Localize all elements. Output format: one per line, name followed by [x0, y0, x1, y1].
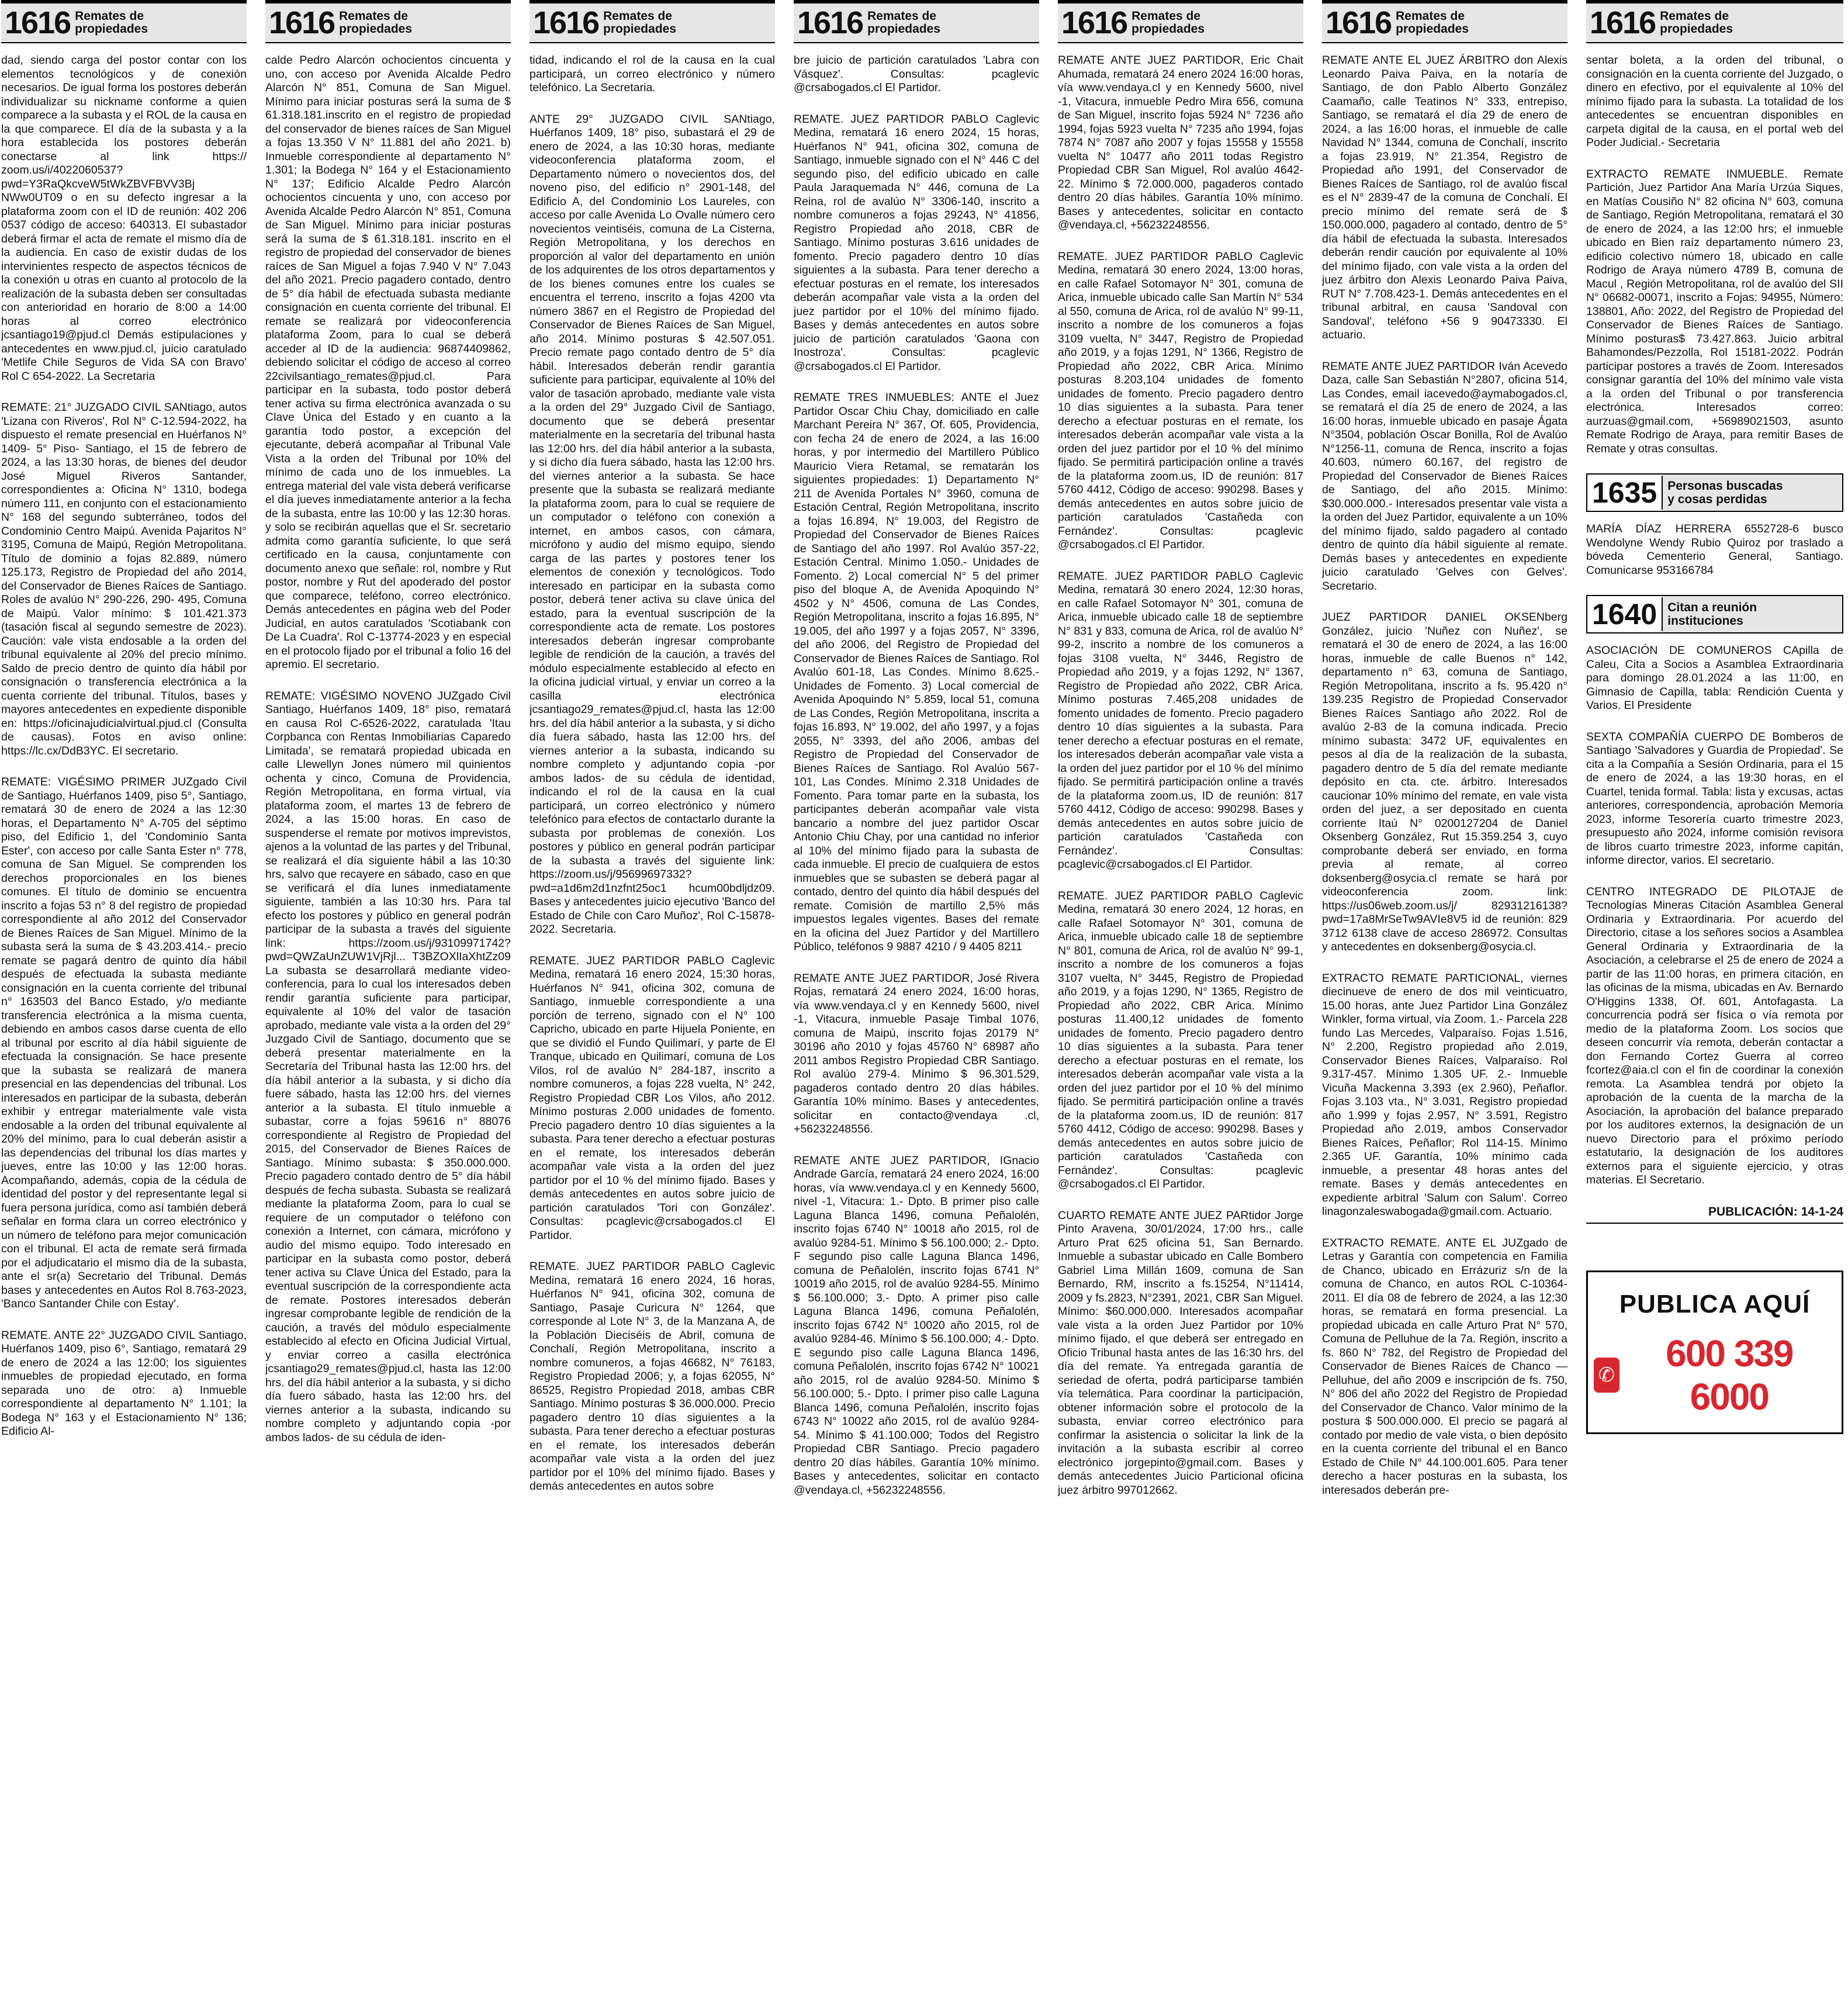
- classified-ad: [1586, 644, 1843, 713]
- column-header: [794, 0, 1039, 43]
- ad-text: REMATE. ANTE 22° JUZGADO CIVIL Santiago, Huérfanos 1409, piso 6°, Santiago, rematará 29 de enero de 2024 a las 12:00; los siguientes inmuebles de propiedad ejecutado, en forma separada uno de otro: a) Inmueble correspondiente al departamento N° 1.101; la Bodega N° 163 y el Estacionamiento N° 136; Edificio Al-: [1, 1328, 247, 1438]
- col2-body: [265, 43, 511, 1445]
- column-header: [1322, 0, 1567, 43]
- column-6: [1322, 0, 1567, 1994]
- section-title: Remates de propiedades: [603, 9, 677, 36]
- classified-ad: [794, 54, 1039, 95]
- classified-ad: [530, 54, 775, 95]
- section-title: Remates de propiedades: [1660, 9, 1733, 36]
- classified-ad: [1586, 522, 1843, 577]
- column-2: [265, 0, 511, 1994]
- ad-text: EXTRACTO REMATE INMUEBLE. Remate Partición, Juez Partidor Ana María Urzúa Siques, en Matías Cousiño N° 82 oficina N° 603, comuna de Santiago, Región Metropolitana, rematará el 30 de enero de 2024, a las 12:00 hrs; el inmueble ubicado en Bien raíz departamento número 23, edificio colectivo número 18, ubicado en calle Rodrigo de Araya número 4789 B, comuna de Macul , Región Metropolitana, rol de avalúo del SII N° 06682-00071, inscrito a Fojas: 94955, Número: 138801, Año: 2022, del Registro de Propiedad del Conservador de Bienes Raíces de Santiago. Mínimo posturas$ 73.427.863. Juicio arbitral Bahamondes/Pezzolla, Rol 15181-2022. Podrán participar postores a través de Zoom. Interesados consignar garantía del 10% del mínimo vale vista a la orden del Tribunal o por transferencia electrónica. Interesados correo: aurzuas@gmail.com, +56989021503, asunto Remate Rodrigo de Araya, para remitir Bases de Remate y otras consultas.: [1586, 167, 1843, 455]
- ad-text: EXTRACTO REMATE. ANTE EL JUZgado de Letras y Garantía con competencia en Familia de Chanco, ubicado en Errázuriz s/n de la comuna de Chanco, en autos ROL C-10364-2011. El día 08 de febrero de 2024, a las 12:30 horas, se rematará en forma presencial. La propiedad ubicada en calle Arturo Prat N° 570, Comuna de Pelluhue de la 7a. Región, inscrito a fs. 860 N° 782, del Registro de Propiedad del Conservador de Bienes Raíces de Chanco — Pelluhue, del año 2009 e inscripción de fs. 750, N° 806 del año 2022 del Registro de Propiedad del Conservador de Chanco. Valor mínimo de la postura $ 500.000.000. El precio se pagará al contado por medio de vale vista, o bien depósito en la cuenta corriente del tribunal el en Banco Estado de Chile N° 44.100.001.605. Para tener derecho a hacer posturas en la subasta, los interesados deberán pre-: [1322, 1236, 1567, 1497]
- classified-ad: [1322, 360, 1567, 594]
- ad-text: CUARTO REMATE ANTE JUEZ PARtidor Jorge Pinto Aravena, 30/01/2024, 17:00 hrs., calle Arturo Prat 625 oficina 51, San Bernardo. Inmueble a subastar ubicado en Calle Bombero Gabriel Lima Millán 1609, comuna de San Bernardo, RM, inscrito a fs.15254, N°11414, 2009 y fs.2823, N°2391, 2021, CBR San Miguel. Mínimo: $60.000.000. Interesados acompañar vale vista a la orden Juez Partidor por 10% mínimo fijado, el que deberá ser entregado en Oficio Tribunal hasta antes de las 16:30 hrs. del día del remate. Ya entregada garantía de seriedad de oferta, podrá participarse también vía telemática. Para coordinar la participación, obtener información sobre el protocolo de la subasta, enviar correo electrónico para confirmar la asistencia o solicitar la link de la invitación a la subasta escribir al correo electrónico jorgepinto@gmail.com. Bases y demás antecedentes Juicio Particional oficina juez árbitro 997012662.: [1058, 1209, 1303, 1497]
- ad-text: REMATE. JUEZ PARTIDOR PABLO Caglevic Medina, rematará 16 enero 2024, 16 horas, Huérfanos N° 941, oficina 302, comuna de Santiago, Pasaje Curicura N° 1264, que corresponde al Lote N° 3, de la Manzana A, de la Población Dieciséis de Abril, comuna de Conchalí, Región Metropolitana, inscrito a nombre comuneros, a fojas 46682, N° 76183, Registro Propiedad 2006; y, a fojas 62055, N° 86525, Registro Propiedad 2018, ambas CBR Santiago. Mínimo posturas $ 36.000.000. Precio pagadero dentro 10 días siguientes a la subasta. Para tener derecho a efectuar posturas en el remate, los interesados deberán acompañar vale vista a la orden del juez partidor por el 10% del mínimo fijado. Bases y demás antecedentes en autos sobre: [530, 1260, 775, 1493]
- category-label: Citan a reunión instituciones: [1663, 596, 1842, 632]
- col5-body: [1058, 43, 1303, 1497]
- promo-phone-number: 600 339 6000: [1666, 1332, 1793, 1418]
- column-4: [794, 0, 1039, 1994]
- classified-ad: [1, 401, 247, 758]
- promo-title: PUBLICA AQUÍ: [1619, 1289, 1811, 1318]
- classified-ad: [1322, 1237, 1567, 1498]
- section-title: Remates de propiedades: [867, 9, 941, 36]
- classified-ad: [794, 391, 1039, 954]
- section-number: 1616: [269, 5, 335, 40]
- col7-mid-ads: [1586, 522, 1843, 577]
- promo-phone[interactable]: [1594, 1332, 1836, 1418]
- classified-ad: [1058, 54, 1303, 233]
- ad-text: bre juicio de partición caratulados 'Labra con Vásquez'. Consultas: pcaglevic @crsabogados.cl El Partidor.: [794, 54, 1039, 94]
- classified-ad: [794, 113, 1039, 374]
- classified-ad: [1058, 570, 1303, 872]
- section-number: 1616: [533, 5, 599, 40]
- classified-ad: [1058, 1209, 1303, 1498]
- category-label: Personas buscadas y cosas perdidas: [1663, 475, 1842, 511]
- ad-text: REMATE: VIGÉSIMO PRIMER JUZgado Civil de Santiago, Huérfanos 1409, piso 5°, Santiago, rematará 30 de enero de 2024 a las 12:30 horas, el Departamento N° A-705 del séptimo piso, del Edificio 1, del 'Condominio Santa Ester', con acceso por calle Santa Ester n° 778, comuna de San Miguel. Se comprenden los derechos proporcionales en los bienes comunes. El título de dominio se encuentra inscrito a fojas 53 n° 8 del registro de propiedad correspondiente al año 2012 del Conservador de Bienes Raíces de San Miguel. Mínimo de la subasta será la suma de $ 43.203.414.- precio remate se pagará dentro de quinto día hábil después de efectuada la subasta mediante consignación en la cuenta corriente del tribunal n° 163503 del Banco Estado, y/o mediante transferencia electrónica a la misma cuenta, debiendo en ambos casos darse cuenta de ello al tribunal por escrito al día hábil siguiente de efectuada la consignación. Se hace presente que la subasta se realizará de manera presencial en las dependencias del tribunal. Los interesados en participar de la subasta, deberán exhibir y entregar materialmente vale vista endosable a la orden del tribunal equivalente al 20% del mínimo, para lo cual deberán asistir a las dependencias del tribunal los días martes y jueves, entre las 10:00 y las 12:00 horas. Acompañando, además, copia de la cédula de identidad del postor y del representante legal si fuera persona jurídica, como así también deberá señalar en forma clara un correo electrónico y un número de teléfono para mejor comunicación con el tribunal. El acta de remate será firmada por el adjudicatario el mismo día de la subasta, ante el sr(a) Secretario del Tribunal. Demás bases y antecedentes en Autos Rol 8.763-2023, 'Banco Santander Chile con Estay'.: [1, 776, 247, 1310]
- ad-text: REMATE ANTE JUEZ PARTIDOR, Eric Chait Ahumada, rematará 24 enero 2024 16:00 horas, vía www.vendaya.cl y en Kennedy 5600, nivel -1, Vitacura, inmueble Pedro Mira 656, comuna de San Miguel, inscrito fojas 5924 N° 7236 año 1994, fojas 5923 vuelta N° 7235 año 1994, fojas 7874 N° 7087 año 2007 y fojas 15558 y 15558 vuelta N° 10477 año 2011 todas Registro Propiedad CBR San Miguel, Rol avalúo 4642-22. Mínimo $ 72.000.000, pagaderos contado dentro 20 días hábiles. Garantía 10% mínimo. Bases y antecedentes, solicitar en contacto @vendaya.cl, +56232248556.: [1058, 54, 1303, 231]
- classified-ad: [1, 1329, 247, 1439]
- column-3: [530, 0, 775, 1994]
- section-title: Remates de propiedades: [1396, 9, 1469, 36]
- classified-ad: [1322, 972, 1567, 1219]
- ad-text: REMATE: 21° JUZGADO CIVIL SANtiago, autos 'Lizana con Riveros', Rol N° C-12.594-2022, ha dispuesto el remate presencial en Huérfanos N° 1409- 5° Piso- Santiago, el 15 de febrero de 2024, a las 13:30 horas, de bienes del deudor José Miguel Riveros Santander, correspondientes a: Oficina N° 1310, bodega número 111, en conjunto con el estacionamiento N° 168 del segundo subterráneo, todos del Condominio Centro Maipú. Avenida Pajaritos N° 3195, Comuna de Maipú, Región Metropolitana. Título de dominio a fojas 82.889, número 125.173, Registro de Propiedad del año 2014, del Conservador de Bienes Raíces de Santiago. Roles de avalúo N° 290-226, 290- 495, Comuna de Maipú. Valor mínimo: $ 101.421.373 (tasación fiscal al segundo semestre de 2023). Caución: vale vista endosable a la orden del tribunal equivalente al 20% del precio mínimo. Saldo de precio dentro de quinto día hábil por consignación o transferencia electrónica a la cuenta corriente del tribunal. Títulos, bases y mayores antecedentes en expediente disponible en: https://oficinajudicialvirtual.pjud.cl (Consulta de causas). Fotos en aviso online: https://lc.cx/DdB3YC. El secretario.: [1, 401, 247, 757]
- section-title: Remates de propiedades: [1131, 9, 1205, 36]
- classified-ad: [1586, 885, 1843, 1188]
- ad-text: REMATE. JUEZ PARTIDOR PABLO Caglevic Medina, rematará 16 enero 2024, 15 horas, Huérfanos N° 941, oficina 302, comuna de Santiago, inmueble signado con el N° 446 C del segundo piso, del edificio ubicado en calle Paula Jaraquemada N° 446, comuna de La Reina, rol de avalúo N° 3306-140, inscrito a nombre comuneros a fojas 29243, N° 41856, Registro Propiedad año 2018, CBR de Santiago. Mínimo posturas 3.616 unidades de fomento. Precio pagadero dentro 10 días siguientes a la subasta. Para tener derecho a efectuar posturas en el remate, los interesados deberán acompañar vale vista a la orden del juez partidor por el 10% del mínimo fijado. Bases y demás antecedentes en autos sobre juicio de partición caratulados 'Gaona con Inostroza'. Consultas: pcaglevic @crsabogados.cl El Partidor.: [794, 112, 1039, 373]
- publication-date: PUBLICACIÓN: 14-1-24: [1586, 1205, 1843, 1224]
- column-header: [1586, 0, 1843, 43]
- col7-top-ads: [1586, 54, 1843, 456]
- classified-ad: [1058, 250, 1303, 552]
- column-header: [530, 0, 775, 43]
- phone-icon: ✆: [1594, 1358, 1619, 1393]
- ad-text: REMATE ANTE JUEZ PARTIDOR, IGnacio Andrade García, rematará 24 enero 2024, 16:00 horas, vía www.vendaya.cl y en Kennedy 5600, nivel -1, Vitacura: 1.- Dpto. B primer piso calle Laguna Blanca 1496, comuna Peñalolén, inscrito fojas 6740 N° 10018 año 2015, rol de avalúo 9284-51. Mínimo $ 56.100.000; 2.- Dpto. F segundo piso calle Laguna Blanca 1496, comuna de Peñalolén, inscrito fojas 6741 N° 10019 año 2015, rol de avalúo 9284-55. Mínimo $ 56.100.000; 3.- Dpto. A primer piso calle Laguna Blanca 1496, comuna Peñalolén, inscrito fojas 6742 N° 10020 año 2015, rol de avalúo 9284-46. Mínimo $ 56.100.000; 4.- Dpto. E segundo piso calle Laguna Blanca 1496, comuna Peñalolén, inscrito fojas 6742 N° 10021 año 2015, rol de avalúo 9284-50. Mínimo $ 56.100.000; 5.- Dpto. I primer piso calle Laguna Blanca 1496, comuna Peñalolén, inscrito fojas 6743 N° 10022 año 2015, rol de avalúo 9284-54. Mínimo $ 41.100.000; Todos del Registro Propiedad CBR Santiago. Precio pagadero dentro 20 días hábiles. Garantía 10% mínimo. Bases y antecedentes, solicitar en contacto @vendaya.cl, +56232248556.: [794, 1154, 1039, 1497]
- col1-body: [1, 43, 247, 1439]
- ad-text: REMATE. JUEZ PARTIDOR PABLO Caglevic Medina, rematará 30 enero 2024, 13:00 horas, en calle Rafael Sotomayor N° 301, comuna de Arica, inmueble ubicado calle San Martín N° 534 al 550, comuna de Arica, rol de avalúo N° 99-11, inscrito a nombre de los comuneros a fojas 3109 vuelta, N° 3447, Registro de Propiedad año 2019, y a fojas 1291, N° 1366, Registro de Propiedad año 2022, CBR Arica. Mínimo posturas 8.203,104 unidades de fomento unidades de fomento. Precio pagadero dentro 10 días siguientes a la subasta. Para tener derecho a efectuar posturas en el remate, los interesados deberán acompañar vale vista a la orden del juez partidor por el 10 % del mínimo fijado. Se permitirá participación online a través de la plataforma zoom.us, ID de reunión: 817 5760 4412, Código de acceso: 990298. Bases y demás antecedentes en autos sobre juicio de partición caratulados 'Castañeda con Fernández'. Consultas: pcaglevic @crsabogados.cl El Partidor.: [1058, 250, 1303, 551]
- classified-ad: [1586, 731, 1843, 868]
- section-number: 1616: [797, 5, 863, 40]
- ad-text: MARÍA DÍAZ HERRERA 6552728-6 busco Wendolyne Wendy Rubio Quiroz por traslado a bóveda Cementerio General, Santiago. Comunicarse 953166784: [1586, 522, 1843, 577]
- classified-ad: [1322, 54, 1567, 342]
- ad-text: dad, siendo carga del postor contar con los elementos tecnológicos y de conexión necesarios. De igual forma los postores deberán individualizar su nickname conforme a quien comparece a la subasta y el ROL de la causa en la que comparece. El día de la subasta y a la hora establecida los postores deberán conectarse al link https:// zoom.us/i/4022060537? pwd=Y3RaQkcveW5tWkZBVFBVV3Bj NWw0UT09 o en su defecto ingresar a la plataforma zoom con el ID de reunión: 402 206 0537 código de acceso: 640313. El subastador deberá firmar el acta de remate el mismo día de la audiencia. En caso de existir dudas de los intervinientes respecto de aspectos técnicos de la conexión u otras en cuanto al protocolo de la realización de la subasta deben ser consultadas con anterioridad en horario de 8:00 a 14:00 horas al correo electrónico jcsantiago19@pjud.cl Demás estipulaciones y antecedentes en www.pjud.cl, juicio caratulado 'Metlife Chile Seguros de Vida SA con Bravo' Rol C 654-2022. La Secretaria: [1, 54, 247, 383]
- col3-body: [530, 43, 775, 1494]
- section-title: Remates de propiedades: [75, 9, 148, 36]
- category-1640: [1586, 595, 1843, 633]
- ad-text: sentar boleta, a la orden del tribunal, o consignación en la cuenta corriente del Juzgado, o dinero en efectivo, por el equivalente al 10% del mínimo fijado para la subasta. La totalidad de los antecedentes se encuentran disponibles en carpeta digital de la causa, en el portal web del Poder Judicial.- Secretaria: [1586, 54, 1843, 149]
- section-number: 1616: [5, 5, 71, 40]
- ad-text: REMATE ANTE EL JUEZ ÁRBITRO don Alexis Leonardo Paiva Paiva, en la notaría de Santiago, de don Pablo Alberto González Caamaño, calle Teatinos N° 333, entrepiso, Santiago, se rematará el día 29 de enero de 2024, a las 16:00 horas, el inmueble de calle Navidad N° 1344, comuna de Conchalí, inscrito a fojas 23.919, N° 21.354, Registro de Propiedad año 1991, del Conservador de Bienes Raíces de Santiago, rol de avalúo fiscal es el N° 2839-47 de la comuna de Conchalí. El precio mínimo del remate será de $ 150.000.000, pagadero al contado, dentro de 5° día hábil de efectuada la subasta. Interesados deberán rendir caución por equivalente al 10% del mínimo fijado, con vale vista a la orden del juez árbitro don Alexis Leonardo Paiva Paiva, RUT N° 7.708.423-1. Demás antecedentes en el tribunal arbitral, en causa 'Sandoval con Sandoval', teléfono +56 9 90473330. El actuario.: [1322, 54, 1567, 341]
- classified-ad: [794, 972, 1039, 1137]
- ad-text: REMATE. JUEZ PARTIDOR PABLO Caglevic Medina, rematará 30 enero 2024, 12:30 horas, en calle Rafael Sotomayor N° 301, comuna de Arica, inmueble ubicado calle 18 de septiembre N° 831 y 833, comuna de Arica, rol de avalúo N° 99-2, inscrito a nombre de los comuneros a fojas 3108 vuelta, N° 3446, Registro de Propiedad año 2019, y a fojas 1292, N° 1367, Registro de Propiedad año 2022, CBR Arica. Mínimo posturas 7.465,208 unidades de fomento unidades de fomento. Precio pagadero dentro 10 días siguientes a la subasta. Para tener derecho a efectuar posturas en el remate, los interesados deberán acompañar vale vista a la orden del juez partidor por el 10 % del mínimo fijado. Se permitirá participación online a través de la plataforma zoom.us, ID de reunión: 817 5760 4412, Código de acceso: 990298. Bases y demás antecedentes en autos sobre juicio de partición caratulados 'Castañeda con Fernández'. Consultas: pcaglevic@crsabogados.cl El Partidor.: [1058, 569, 1303, 871]
- ad-text: tidad, indicando el rol de la causa en la cual participará, un correo electrónico y número telefónico. La Secretaria.: [530, 54, 775, 94]
- classified-ad: [1586, 54, 1843, 150]
- category-number: 1640: [1587, 597, 1663, 631]
- classified-ad: [530, 954, 775, 1243]
- ad-text: calde Pedro Alarcón ochocientos cincuenta y uno, con acceso por Avenida Alcalde Pedro Alarcón N° 851, Comuna de San Miguel. Mínimo para iniciar posturas será la suma de $ 61.318.181.inscrito en el registro de propiedad del conservador de bienes raíces de San Miguel a fojas 13.350 V N° 11.881 del año 2021. b) Inmueble correspondiente al departamento N° 1.301; la Bodega N° 164 y el Estacionamiento N° 137; Edificio Alcalde Pedro Alarcón ochocientos cincuenta y uno, con acceso por Avenida Alcalde Pedro Alarcón N° 851, Comuna de San Miguel. Mínimo para iniciar posturas será la suma de $ 61.318.181. inscrito en el registro de propiedad del conservador de bienes raíces de San Miguel a fojas 7.940 V N° 7.043 del año 2021. Precio pagadero contado, dentro de 5° día hábil de efectuada subasta mediante consignación en cuenta corriente del tribunal. El remate se realizará por videoconferencia plataforma Zoom, para lo cual se deberá acceder al ID de la audiencia: 96874409862, debiendo solicitar el código de acceso al correo 22civilsantiago_remates@pjud.cl. Para participar en la subasta, todo postor deberá tener activa su firma electrónica avanzada o su Clave Única del Estado y en cuanto a la garantía todo postor, a excepción del ejecutante, deberá acompañar al Tribunal Vale Vista a la orden del Tribunal por 10% del mínimo de cada uno de los inmuebles. La entrega material del vale vista deberá verificarse el día jueves inmediatamente anterior a la fecha de la subasta, entre las 10:00 y las 12:30 horas. y solo se recibirán aquellas que el Sr. secretario admita como garantía suficiente, lo que será certificado en la causa, conjuntamente con documento anexo que señale: rol, nombre y Rut postor, nombre y Rut del apoderado del postor que comparece, teléfono, correo electrónico. Demás antecedentes en página web del Poder Judicial, en autos caratulados 'Scotiabank con De La Cuadra'. Rol C-13774-2023 y en especial en el protocolo fijado por el tribunal a folio 16 del apremio. El secretario.: [265, 54, 511, 671]
- column-7: [1586, 0, 1843, 1994]
- section-title: Remates de propiedades: [339, 9, 413, 36]
- ad-text: EXTRACTO REMATE PARTICIONAL, viernes diecinueve de enero de dos mil veinticuatro, 15.00 horas, ante Juez Partidor Lina González Winkler, forma virtual, vía Zoom. 1.- Parcela 228 fundo Las Mercedes, Valparaíso. Fojas 1.516, N° 2.200, Registro propiedad año 2.019, Conservador Bienes Raíces, Valparaíso. Rol 9.317-457. Mínimo 1.305 UF. 2.- Inmueble Vicuña Mackenna 3.393 (ex 2.960), Peñaflor. Fojas 3.103 vta., N° 3.031, Registro propiedad año 1.999 y fojas 2.957, N° 3.591, Registro Propiedad año 2.019, ambos Conservador Bienes Raíces, Peñaflor; Rol 114-15. Mínimo 2.365 UF. Garantía, 10% mínimo cada inmueble, a presentar 48 horas antes del remate. Bases y demás antecedentes en expediente arbitral 'Salum con Salum'. Correo linagonzaleswabogada@gmail.com. Actuario.: [1322, 971, 1567, 1218]
- publish-here-promo[interactable]: [1586, 1271, 1843, 1434]
- col7-body: [1586, 43, 1843, 1434]
- classified-ad: [1322, 611, 1567, 954]
- classified-ad: [1, 54, 247, 383]
- classified-ad: [794, 1154, 1039, 1498]
- column-header: [1, 0, 247, 43]
- ad-text: REMATE. JUEZ PARTIDOR PABLO Caglevic Medina, rematará 16 enero 2024, 15:30 horas, Huérfanos N° 941, oficina 302, comuna de Santiago, inmueble correspondiente a una porción de terreno, signado con el N° 100 Capricho, ubicado en parte Hijuela Poniente, en que se dividió el Fundo Quilimarí, y parte de El Tranque, ubicado en Quilimarí, comuna de Los Vilos, rol de avalúo N° 284-187, inscrito a nombre comuneros, a fojas 228 vuelta, N° 242, Registro Propiedad CBR Los Vilos, año 2012. Mínimo posturas 2.000 unidades de fomento. Precio pagadero dentro 10 días siguientes a la subasta. Para tener derecho a efectuar posturas en el remate, los interesados deberán acompañar vale vista a la orden del juez partidor por el 10 % del mínimo fijado. Bases y demás antecedentes en autos sobre juicio de partición caratulados 'Tori con González'. Consultas: pcaglevic@crsabogados.cl El Partidor.: [530, 954, 775, 1242]
- classified-ad: [530, 1260, 775, 1494]
- classified-ad: [1586, 168, 1843, 456]
- col4-body: [794, 43, 1039, 1497]
- ad-text: CENTRO INTEGRADO DE PILOTAJE de Tecnologías Mineras Citación Asamblea General Ordinaria y Extraordinaria. Por acuerdo del Directorio, citase a los señores socios a Asamblea General Ordinaria y Extraordinaria de la Asociación, a celebrarse el 25 de enero de 2024 a partir de las 11:00 horas, en primera citación, en las oficinas de la misma, ubicadas en Av. Bernardo O'Higgins 1338, Of. 601, Antofagasta. La concurrencia podrá ser física o vía remota por medio de la plataforma Zoom. Los socios que deseen concurrir vía remota, deberán contactar a don Fernando Cortez Guerra al correo fcortez@aia.cl con el fin de coordinar la conexión remota. La Asamblea tendrá por objeto la aprobación de la cuenta de la marcha de la Asociación, la aprobación del balance preparado por los auditores externos, la designación de un nuevo Directorio para el próximo período estatutario, la designación de los auditores externos para el siguiente ejercicio, y otras materias. El Secretario.: [1586, 885, 1843, 1186]
- classified-ad: [1058, 889, 1303, 1192]
- ad-text: REMATE. JUEZ PARTIDOR PABLO Caglevic Medina, rematará 30 enero 2024, 12 horas, en calle Rafael Sotomayor N° 301, comuna de Arica, inmueble ubicado calle 18 de septiembre N° 801, comuna de Arica, rol de avalúo N° 99-1, inscrito a nombre de los comuneros a fojas 3107 vuelta, N° 3445, Registro de Propiedad año 2019, y a fojas 1290, N° 1365, Registro de Propiedad año 2022, CBR Arica. Mínimo posturas 11.400,12 unidades de fomento unidades de fomento. Precio pagadero dentro 10 días siguientes a la subasta. Para tener derecho a efectuar posturas en el remate, los interesados deberán acompañar vale vista a la orden del juez partidor por el 10 % del mínimo fijado. Se permitirá participación online a través de la plataforma zoom.us, ID de reunión: 817 5760 4412, Código de acceso: 990298. Bases y demás antecedentes en autos sobre juicio de partición caratulados 'Castañeda con Fernández'. Consultas: pcaglevic @crsabogados.cl El Partidor.: [1058, 889, 1303, 1190]
- section-number: 1616: [1326, 5, 1392, 40]
- classified-ad: [1, 776, 247, 1311]
- category-1635: [1586, 473, 1843, 512]
- classified-ad: [265, 54, 511, 672]
- col7-bottom-ads: [1586, 644, 1843, 1188]
- ad-text: SEXTA COMPAÑÍA CUERPO DE Bomberos de Santiago 'Salvadores y Guardia de Propiedad'. Se cita a la Compañía a Sesión Ordinaria, para el 15 de enero de 2024, a las 19:30 horas, en el Cuartel, tenida formal. Tabla: lista y excusas, actas anteriores, correspondencia, aprobación Memoria 2023, informe Tesorería cuarto trimestre 2023, presupuesto año 2024, informe comisión revisora de libros cuarto trimestre 2023, informe capitán, informe director, varios. El secretario.: [1586, 730, 1843, 867]
- column-5: [1058, 0, 1303, 1994]
- ad-text: REMATE TRES INMUEBLES: ANTE el Juez Partidor Oscar Chiu Chay, domiciliado en calle Marchant Pereira N° 367, Of. 605, Providencia, con fecha 24 de enero de 2024, a las 16:00 horas, y por intermedio del Martillero Público Mauricio Viera Retamal, se rematarán los siguientes propiedades: 1) Departamento N° 211 de Avenida Portales N° 3960, comuna de Estación Central, Región Metropolitana, inscrito a fojas 16.894, N° 19.003, del Registro de Propiedad del Conservador de Bienes Raíces de Santiago del año 1997. Rol Avalúo 357-22, Estación Central. Mínimo 1.050.- Unidades de Fomento. 2) Local comercial N° 5 del primer piso del bloque A, de Avenida Apoquindo N° 4502 y N° 4506, comuna de Las Condes, Región Metropolitana, inscrito a fojas 16.895, N° 19.005, del año 1997 y a fojas 2057, N° 3396, del año 2006, del Registro de Propiedad del Conservador de Bienes Raíces de Santiago. Rol Avalúo 601-18, Las Condes. Mínimo 8.625.- Unidades de Fomento. 3) Local comercial de Avenida Apoquindo N° 5.859, local 51, comuna de Las Condes, Región Metropolitana, inscrita a fojas 16.893, N° 19.002, del año 1997, y a fojas 2055, N° 3393, del año 2006, ambas del Registro de Propiedad del Conservador de Bienes Raíces de Santiago. Rol Avalúo 567-101, Las Condes. Mínimo 2.318 Unidades de Fomento. Para tomar parte en la subasta, los participantes deberán acompañar vale vista bancario a nombre del juez partidor Oscar Antonio Chiu Chay, por una cantidad no inferior al 10% del mínimo fijado para la subasta de cada inmueble. El precio de cualquiera de estos inmuebles que se subasten se deberá pagar al contado, dentro del quinto día hábil después del remate. Comisión de martillo 2,5% más impuestos legales vigentes. Bases del remate en la oficina del Juez Partidor y del Martillero Público, teléfonos 9 9887 4210 / 9 4405 8211: [794, 391, 1039, 953]
- section-number: 1616: [1590, 5, 1656, 40]
- column-1: [1, 0, 247, 1994]
- ad-text: ASOCIACIÓN DE COMUNEROS CApilla de Caleu, Cita a Socios a Asamblea Extraordinaria para domingo 28.01.2024 a las 11:00, en Gimnasio de Capilla, tabla: Rendición Cuenta y Varios. El Presidente: [1586, 644, 1843, 712]
- category-number: 1635: [1587, 476, 1663, 510]
- section-number: 1616: [1061, 5, 1127, 40]
- col6-body: [1322, 43, 1567, 1497]
- ad-text: REMATE ANTE JUEZ PARTIDOR Iván Acevedo Daza, calle San Sebastián N°2807, oficina 514, Las Condes, email iacevedo@aymabogados.cl, se rematará el día 25 de enero de 2024, a las 16:00 horas, inmueble ubicado en pasaje Ágata N°3504, población Oscar Bonilla, Rol de Avalúo N°1256-11, comuna de Renca, inscrito a fojas 40.603, número 60.167, del registro de Propiedad del Conservador de Bienes Raíces de Santiago, del año 2015. Mínimo: $30.000.000.- Interesados presentar vale vista a la orden del Juez Partidor, equivalente a un 10% del mínimo fijado, saldo pagadero al contado dentro de quinto día hábil siguiente al remate. Demás bases y antecedentes en expediente juicio caratulado 'Gelves con Gelves'. Secretario.: [1322, 359, 1567, 593]
- ad-text: JUEZ PARTIDOR DANIEL OKSENberg González, juicio 'Nuñez con Nuñez', se rematará el 30 de enero de 2024, a las 16:00 horas, inmueble de calle Buenos n° 142, departamento n° 63, comuna de Santiago, Región Metropolitana, inscrito a fs. 95.420 n° 139.235 Registro de Propiedad Conservador Bienes Raíces Santiago año 2022. Rol de avalúo 2-83 de la comuna indicada. Precio mínimo subasta: 3472 UF, equivalentes en pesos al día de la realización de la subasta, pagadero dentro de 5 día del remate mediante depósito en cta. cte. árbitro. Interesados caucionar 10% mínimo del remate, en vale vista orden del juez, a ser depositado en cuenta corriente Itaú N° 0200127204 de Daniel Oksenberg González, Rut 15.359.254 3, cuyo comprobante deberá ser enviado, en forma previa al remate, al correo doksenberg@osycia.cl remate se hará por videoconferencia zoom. link: https://us06web.zoom.us/j/ 82931216138?pwd=17a8MrSeTw9AVIe8V5 id de reunión: 829 3712 6138 clave de acceso 286972. Consultas y antecedentes en doksenberg@osycia.cl.: [1322, 611, 1567, 953]
- column-header: [265, 0, 511, 43]
- ad-text: REMATE ANTE JUEZ PARTIDOR, José Rivera Rojas, rematará 24 enero 2024, 16:00 horas, vía www.vendaya.cl y en Kennedy 5600, nivel -1, Vitacura, inmueble Pasaje Timbal 1076, comuna de Maipú, inscrito fojas 20179 N° 30196 año 2010 y fojas 45760 N° 68987 año 2011 ambos Registro Propiedad CBR Santiago. Rol avalúo 279-4. Mínimo $ 96.301.529, pagaderos contado dentro 20 días hábiles. Garantía 10% mínimo. Bases y antecedentes, solicitar en contacto@vendaya .cl, +56232248556.: [794, 971, 1039, 1136]
- column-header: [1058, 0, 1303, 43]
- classified-ad: [530, 113, 775, 937]
- classified-ad: [265, 690, 511, 1445]
- ad-text: ANTE 29° JUZGADO CIVIL SANtiago, Huérfanos 1409, 18° piso, subastará el 29 de enero de 2024, a las 10:30 horas, mediante videoconferencia plataforma zoom, el Departamento número o novecientos dos, del noveno piso, del edificio n° 2901-148, del Edificio A, del Condominio Los Laureles, con acceso por calle Avenida Lo Ovalle número cero novecientos veintiséis, comuna de La Cisterna, Región Metropolitana, y los derechos en proporción al valor del departamento en unión de los adquirentes de los otros departamentos y de los bienes comunes entre los cuales se encuentra el terreno, inscrito a fojas 4200 vta número 3867 en el Registro de Propiedad del Conservador de Bienes Raíces de San Miguel, año 2014. Mínimo posturas $ 42.507.051. Precio remate pago contado dentro de 5° día hábil. Interesados deberán rendir garantía suficiente para participar, equivalente al 10% del valor de tasación aprobado, mediante vale vista a la orden del 29° Juzgado Civil de Santiago, documento que se deberá presentar materialmente en la secretaría del tribunal hasta las 12:00 hrs. del día hábil anterior a la subasta, y si dicho día fuera sábado, hasta las 12:00 hrs. del viernes anterior a la subasta. Se hace presente que la subasta se realizará mediante la plataforma zoom, para lo cual se requiere de un computador o teléfono con conexión a internet, en ambos casos, con cámara, micrófono y audio del mismo equipo, siendo carga de las partes y postores tener los elementos de conexión y tecnológicos. Todo interesado en participar en la subasta como postor, deberá tener activa su clave única del estado, para la eventual suscripción de la correspondiente acta de remate. Los postores interesados deberán ingresar comprobante legible de rendición de la caución, a través del módulo especialmente establecido al efecto en la oficina judicial virtual, y enviar un correo a la casilla electrónica jcsantiago29_remates@pjud.cl, hasta las 12:00 hrs. del día hábil anterior a la subasta, y si dicho día fuera sábado, hasta las 12:00 hrs. del viernes anterior a la subasta, indicando su nombre completo y adjuntando copia -por ambos lados- de su cédula de identidad, indicando el rol de la causa en la cual participará, un correo electrónico y número telefónico para efectos de contactarlo durante la subasta por problemas de conexión. Los postores y público en general podrán participar de la subasta a través del siguiente link: https://zoom.us/j/95699697332?pwd=a1d6m2d1nzfnt25oc1 hcum00bdljdz09. Bases y antecedentes juicio ejecutivo 'Banco del Estado de Chile con Caro Muñoz', Rol C-15878-2022. Secretaria.: [530, 112, 775, 936]
- ad-text: REMATE: VIGÉSIMO NOVENO JUZgado Civil Santiago, Huérfanos 1409, 18° piso, rematará en causa Rol C-6526-2022, caratulada 'Itau Corpbanca con Rentas Inmobiliarias Caparedo Limitada', se rematará propiedad ubicada en calle Llewellyn Jones número mil quinientos ochenta y cinco, Comuna de Providencia, Región Metropolitana, en forma virtual, vía plataforma zoom, el martes 13 de febrero de 2024, a las 15:00 horas. En caso de suspenderse el remate por motivos imprevistos, ajenos a la voluntad de las partes y del Tribunal, se realizará el día siguiente hábil a las 10:30 hrs, salvo que recayere en sábado, caso en que se verificará el día lunes inmediatamente siguiente, también a las 10:30 hrs. Para tal efecto los postores y público en general podrán participar de la subasta a través del siguiente link: https://zoom.us/j/93109971742?pwd=QWZaUnZUW1VjRjl... T3BZOXlIaXhtZz09 La subasta se desarrollará mediante video-conferencia, para lo cual los interesados deben rendir garantía suficiente para participar, equivalente al 10% del valor de tasación aprobado, mediante vale vista a la orden del 29° Juzgado Civil de Santiago, documento que se deberá presentar materialmente en la Secretaría del Tribunal hasta las 12:00 hrs. del día hábil anterior a la subasta, y si dicho día fuere sábado, hasta las 12:00 hrs. del viernes anterior a la subasta. El título inmueble a subastar, corre a fojas 59616 n° 88076 correspondiente al Registro de Propiedad del 2015, del Conservador de Bienes Raíces de Santiago. Mínimo subasta: $ 350.000.000. Precio pagadero contado dentro de 5° día hábil después de fecha subasta. Subasta se realizará mediante la plataforma Zoom, para lo cual se requiere de un computador o teléfono con conexión a Internet, con cámara, micrófono y audio del mismo equipo. Todo interesado en participar en la subasta como postor, deberá tener activa su Clave Única del Estado, para la eventual suscripción de la correspondiente acta de remate. Postores interesados deberán ingresar comprobante legible de rendición de la caución, a través del módulo especialmente establecido al efecto en Oficina Judicial Virtual, y enviar correo a casilla electrónica jcsantiago29_remates@pjud.cl, hasta las 12:00 hrs. del día hábil anterior a la subasta, y si dicho día fuero sábado, hasta las 12:00 hrs. del viernes anterior a la subasta, indicando su nombre completo y adjuntando copia -por ambos lados- de su cédula de iden-: [265, 689, 511, 1444]
